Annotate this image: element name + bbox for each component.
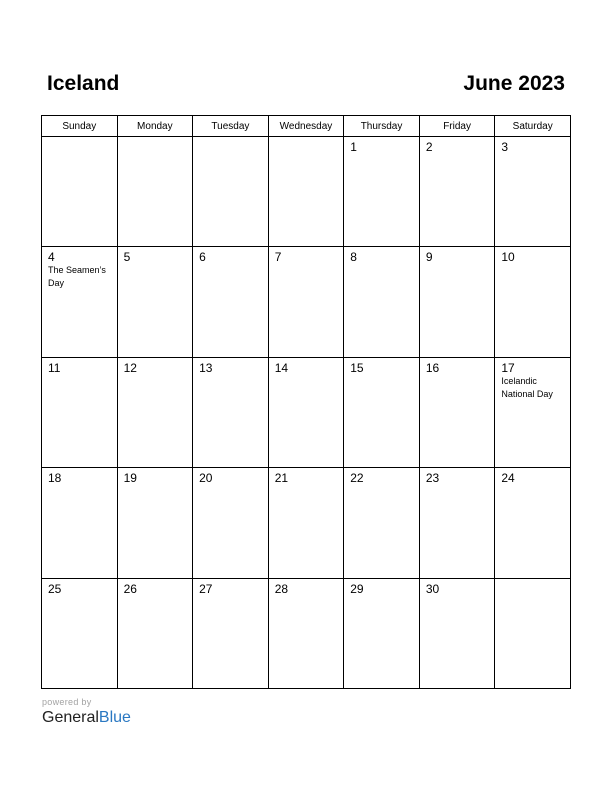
- day-cell: [268, 468, 344, 578]
- day-number: [495, 579, 570, 582]
- day-number: 3: [501, 140, 509, 154]
- holiday-label: Icelandic National Day: [501, 375, 553, 399]
- day-number: 12: [123, 360, 137, 375]
- day-number: 14: [274, 360, 289, 375]
- footer-branding: [42, 697, 131, 728]
- day-cell: [117, 357, 193, 467]
- day-cell: [193, 468, 269, 578]
- generalblue-logo: [42, 708, 131, 728]
- powered-by-text: powered by: [42, 697, 92, 707]
- day-cell: [117, 247, 193, 357]
- day-number: 30: [425, 581, 440, 596]
- weekday-header-monday: Monday: [117, 116, 193, 137]
- day-number: 28: [274, 581, 289, 596]
- day-number: 5: [123, 250, 131, 265]
- day-cell: [419, 137, 495, 247]
- day-number: [193, 137, 268, 140]
- week-row: [42, 357, 571, 467]
- day-number: 15: [350, 360, 364, 375]
- weekday-header-tuesday: Tuesday: [193, 116, 269, 137]
- week-row: [42, 468, 571, 578]
- day-cell: [117, 137, 193, 247]
- day-cell: [419, 247, 495, 357]
- day-cell: [117, 468, 193, 578]
- weekday-header-thursday: Thursday: [344, 116, 420, 137]
- day-number: 13: [199, 360, 213, 375]
- day-cell: [193, 247, 269, 357]
- day-number: 21: [274, 471, 289, 486]
- day-cell: [495, 578, 571, 688]
- day-cell: [193, 357, 269, 467]
- weekday-header-saturday: Saturday: [495, 116, 571, 137]
- day-cell: [344, 357, 420, 467]
- week-row: [42, 247, 571, 357]
- day-cell: [193, 137, 269, 247]
- day-number: [118, 137, 193, 140]
- day-cell: [495, 247, 571, 357]
- day-number: 9: [425, 250, 433, 265]
- day-number: 25: [48, 581, 62, 596]
- day-cell: [344, 247, 420, 357]
- day-number: 24: [501, 471, 515, 486]
- day-number: 8: [350, 250, 357, 265]
- day-cell: [419, 468, 495, 578]
- day-cell: [268, 247, 344, 357]
- day-number: 10: [501, 250, 515, 265]
- day-number: 20: [199, 471, 213, 486]
- day-cell: [495, 137, 571, 247]
- day-number: 29: [350, 581, 364, 596]
- day-cell: [268, 357, 344, 467]
- day-number: 19: [123, 471, 137, 486]
- day-number: 4: [48, 250, 55, 265]
- day-number: 23: [425, 471, 440, 486]
- week-row: [42, 578, 571, 688]
- day-number: 7: [274, 250, 282, 265]
- holiday-label: The Seamen’s Day: [48, 265, 106, 289]
- week-row: [42, 137, 571, 247]
- day-cell: [268, 137, 344, 247]
- month-year-title: June 2023: [463, 72, 565, 95]
- day-number: 17: [501, 360, 515, 375]
- day-number: 26: [123, 581, 137, 596]
- logo-blue-text: Blue: [98, 709, 131, 726]
- day-number: 18: [48, 471, 62, 486]
- day-number: 27: [199, 581, 213, 596]
- weekday-header-friday: Friday: [419, 116, 495, 137]
- day-cell: [42, 578, 118, 688]
- day-cell: [344, 468, 420, 578]
- day-cell: [42, 247, 118, 357]
- day-cell: [42, 468, 118, 578]
- day-cell: [117, 578, 193, 688]
- day-number: 2: [425, 140, 433, 154]
- day-cell: [419, 357, 495, 467]
- day-number: 11: [48, 360, 61, 375]
- country-title: Iceland: [47, 72, 120, 95]
- day-number: 1: [350, 140, 357, 154]
- day-number: 16: [425, 360, 440, 375]
- weekday-header-row: [42, 116, 571, 137]
- day-cell: [495, 468, 571, 578]
- day-number: [269, 137, 344, 140]
- day-number: 6: [199, 250, 206, 265]
- day-cell: [495, 357, 571, 467]
- logo-general-text: General: [42, 709, 99, 726]
- day-cell: [42, 357, 118, 467]
- calendar-grid: [41, 115, 571, 689]
- weekday-header-sunday: Sunday: [42, 116, 118, 137]
- day-cell: [42, 137, 118, 247]
- weekday-header-wednesday: Wednesday: [268, 116, 344, 137]
- day-cell: [193, 578, 269, 688]
- day-cell: [344, 137, 420, 247]
- day-cell: [268, 578, 344, 688]
- day-cell: [419, 578, 495, 688]
- day-cell: [344, 578, 420, 688]
- day-number: [42, 137, 117, 140]
- day-number: 22: [350, 471, 364, 486]
